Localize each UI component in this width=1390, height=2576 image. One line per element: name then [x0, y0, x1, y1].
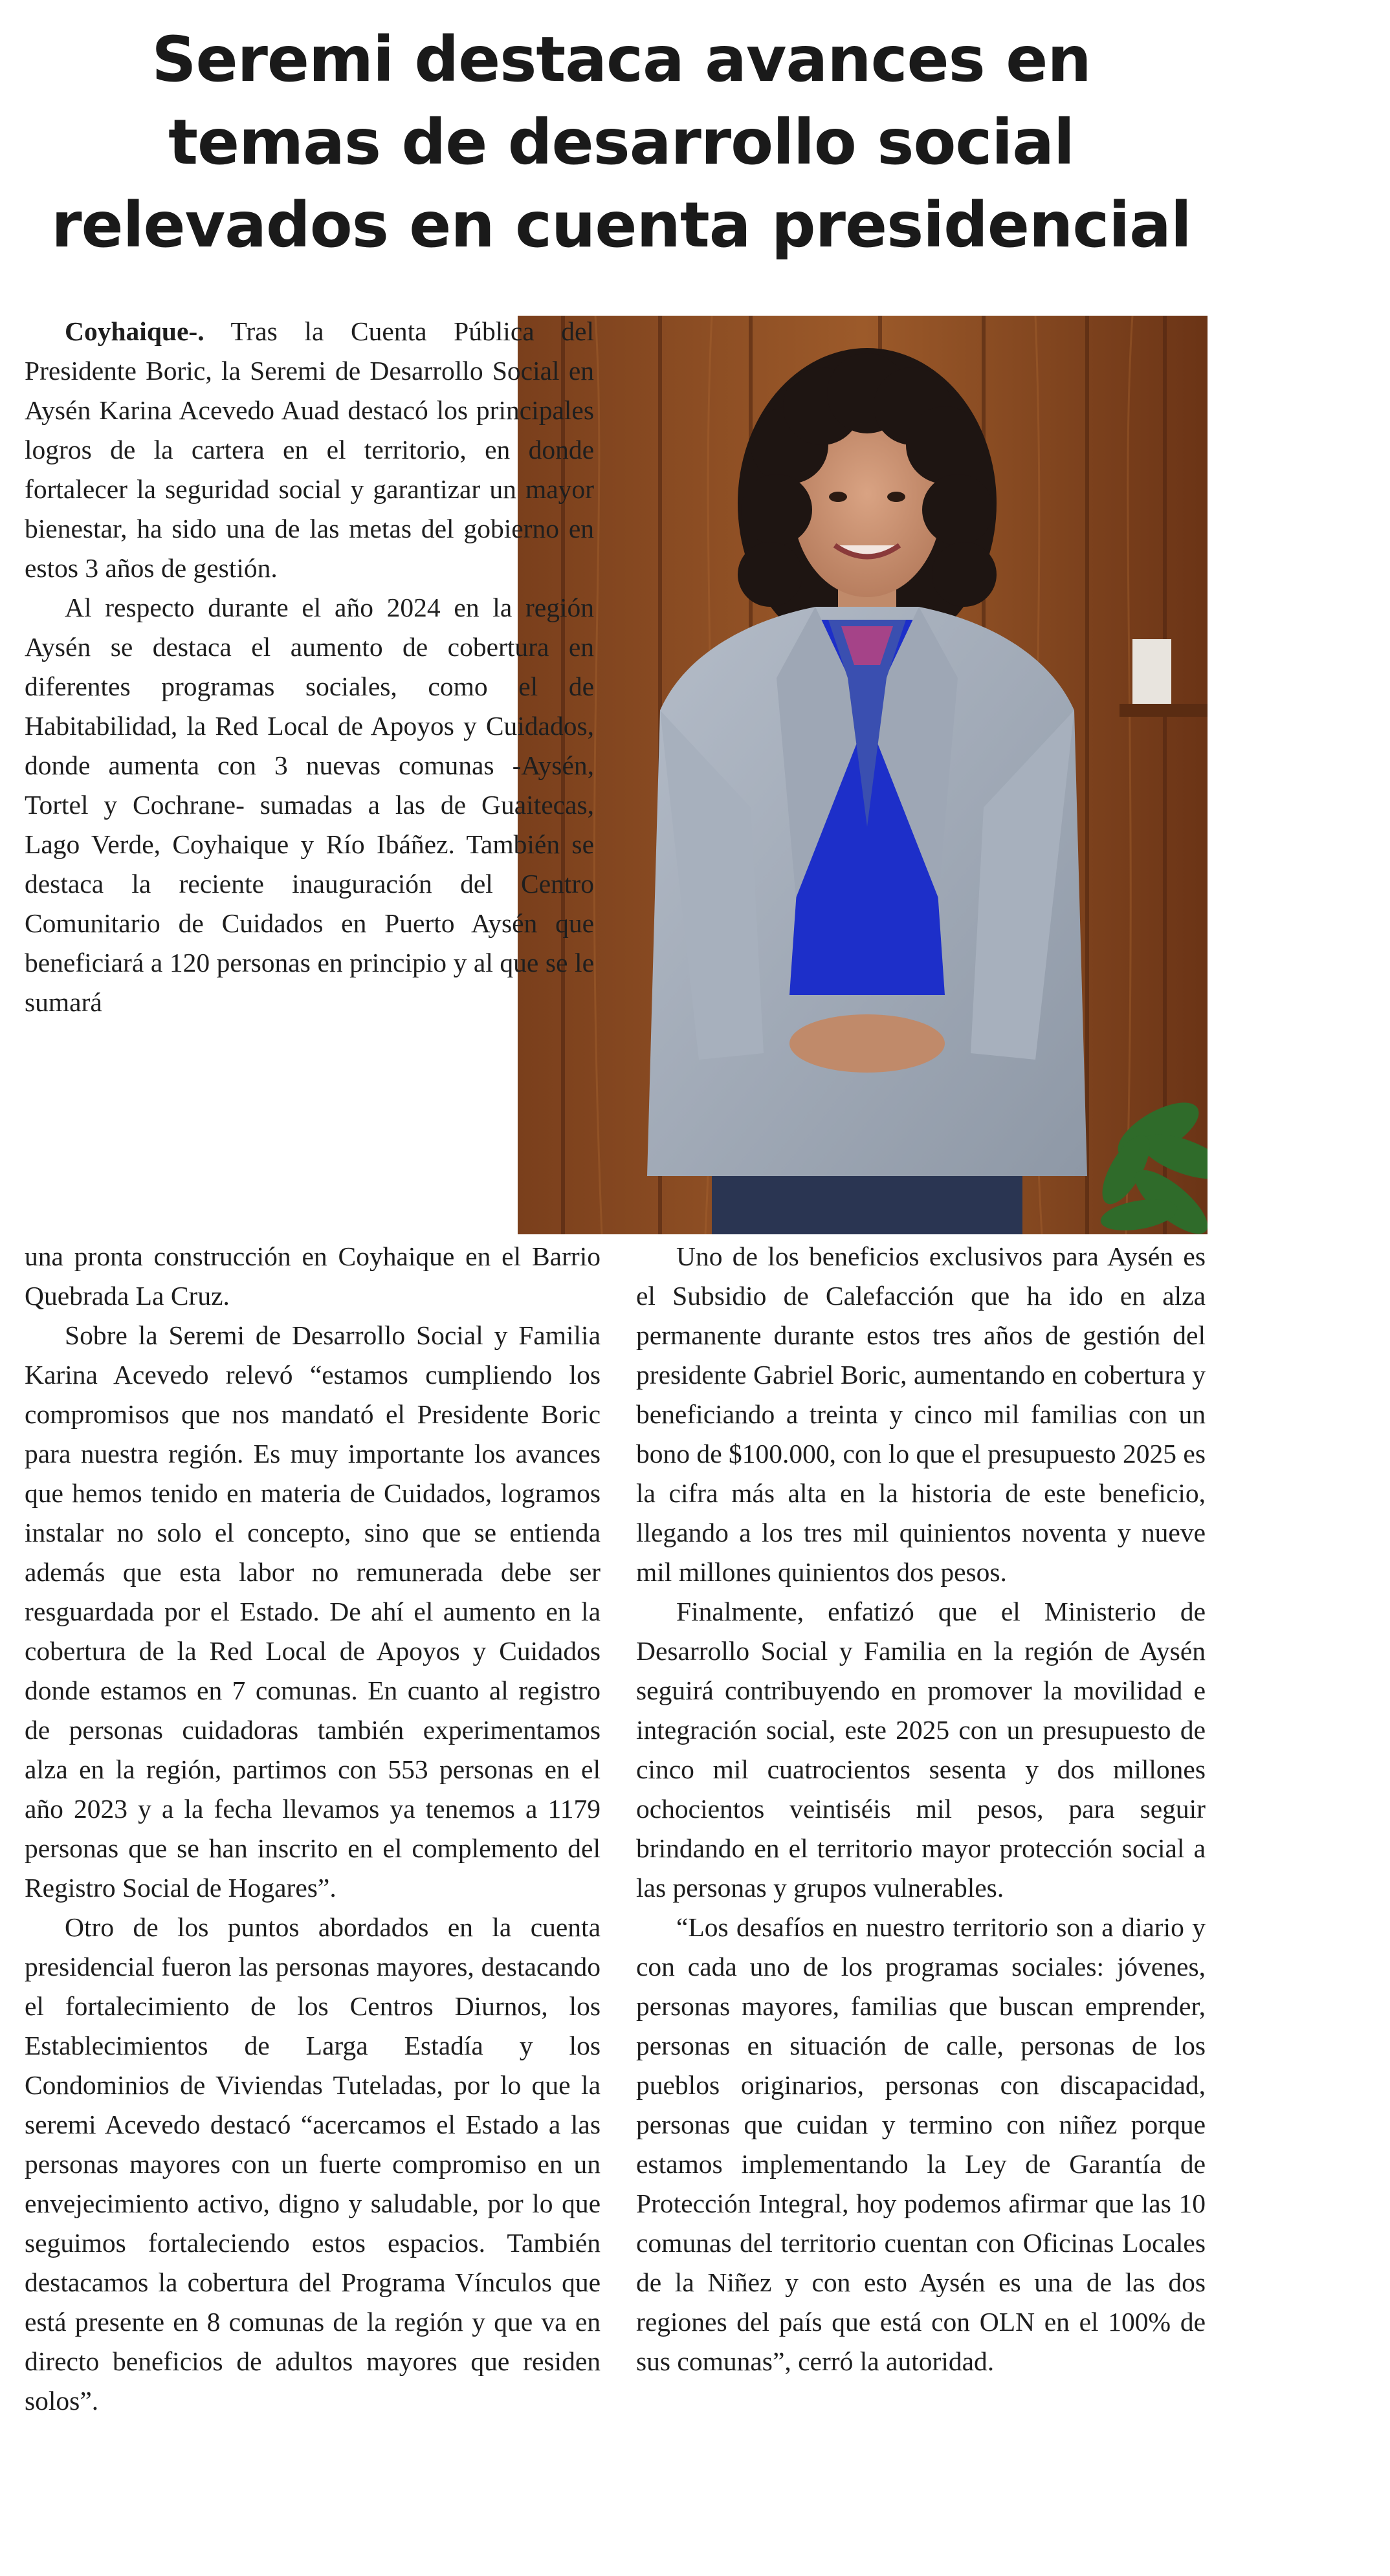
paragraph-1	[25, 312, 594, 588]
portrait-illustration	[518, 316, 1208, 1234]
article-photo	[518, 316, 1208, 1234]
headline	[0, 18, 1242, 267]
paragraph-7: “Los desafíos en nuestro territorio son a diario y con cada uno de los programas sociales: jóvenes, personas mayores, familias que buscan emprender, personas en situación de calle, personas de los pueblos originarios, personas con discapacidad, personas que cuidan y termino con niñez porque estamos implementando la Ley de Garantía de Protección Integral, hoy podemos afirmar que las 10 comunas del territorio cuentan con Oficinas Locales de la Niñez y con esto Aysén es una de las dos regiones del país que está con OLN en el 100% de sus comunas”, cerró la autoridad.	[636, 1912, 1206, 2376]
article-column-top-left	[25, 312, 594, 1022]
article-column-left	[25, 1237, 601, 2421]
paragraph-1-text: Tras la Cuenta Pública del Presidente Boric, la Seremi de Desarrollo Social en Aysén Karina Acevedo Auad destacó los principales logros de la cartera en el territorio, en donde fortalecer la seguridad social y garantizar un mayor bienestar, ha sido una de las metas del gobierno en estos 3 años de gestión.	[25, 316, 594, 583]
paragraph-2-continued: una pronta construcción en Coyhaique en el Barrio Quebrada La Cruz.	[25, 1241, 601, 1311]
headline-line-1: Seremi destaca avances en	[151, 23, 1091, 96]
paragraph-4: Otro de los puntos abordados en la cuenta presidencial fueron las personas mayores, destacando el fortalecimiento de los Centros Diurnos, los Establecimientos de Larga Estadía y los Condominios de Viviendas Tuteladas, por lo que la seremi Acevedo destacó “acercamos el Estado a las personas mayores con un fuerte compromiso en un envejecimiento activo, digno y saludable, por lo que seguimos fortaleciendo estos espacios. También destacamos la cobertura del Programa Vínculos que está presente en 8 comunas de la región y que va en directo beneficios de adultos mayores que residen solos”.	[25, 1912, 601, 2416]
headline-line-3: relevados en cuenta presidencial	[51, 189, 1191, 261]
article-column-right	[636, 1237, 1206, 2381]
paragraph-5: Uno de los beneficios exclusivos para Aysén es el Subsidio de Calefacción que ha ido en alza permanente durante estos tres años de gestión del presidente Gabriel Boric, aumentando en cobertura y beneficiando a treinta y cinco mil familias con un bono de $100.000, con lo que el presupuesto 2025 es la cifra más alta en la historia de este beneficio, llegando a los tres mil quinientos noventa y nueve mil millones quinientos dos pesos.	[636, 1241, 1206, 1587]
paragraph-6: Finalmente, enfatizó que el Ministerio de Desarrollo Social y Familia en la región de Aysén seguirá contribuyendo en promover la movilidad e integración social, este 2025 con un presupuesto de cinco mil cuatrocientos sesenta y dos millones ochocientos veintiséis mil pesos, para seguir brindando en el territorio mayor protección social a las personas y grupos vulnerables.	[636, 1597, 1206, 1903]
paragraph-2: Al respecto durante el año 2024 en la región Aysén se destaca el aumento de cobertura en diferentes programas sociales, como el de Habitabilidad, la Red Local de Apoyos y Cuidados, donde aumenta con 3 nuevas comunas -Aysén, Tortel y Cochrane- sumadas a las de Guaitecas, Lago Verde, Coyhaique y Río Ibáñez. También se destaca la reciente inauguración del Centro Comunitario de Cuidados en Puerto Aysén que beneficiará a 120 personas en principio y al que se le sumará	[25, 593, 594, 1017]
paragraph-3: Sobre la Seremi de Desarrollo Social y Familia Karina Acevedo relevó “estamos cumpliendo los compromisos que nos mandató el Presidente Boric para nuestra región. Es muy importante los avances que hemos tenido en materia de Cuidados, logramos instalar no solo el concepto, sino que se entienda además que esta labor no remunerada debe ser resguardada por el Estado. De ahí el aumento en la cobertura de la Red Local de Apoyos y Cuidados donde estamos en 7 comunas. En cuanto al registro de personas cuidadoras también experimentamos alza en la región, partimos con 553 personas en el año 2023 y a la fecha llevamos ya tenemos a 1179 personas que se han inscrito en el complemento del Registro Social de Hogares”.	[25, 1320, 601, 1903]
dateline: Coyhaique-.	[65, 316, 204, 346]
headline-line-2: temas de desarrollo social	[168, 106, 1074, 179]
